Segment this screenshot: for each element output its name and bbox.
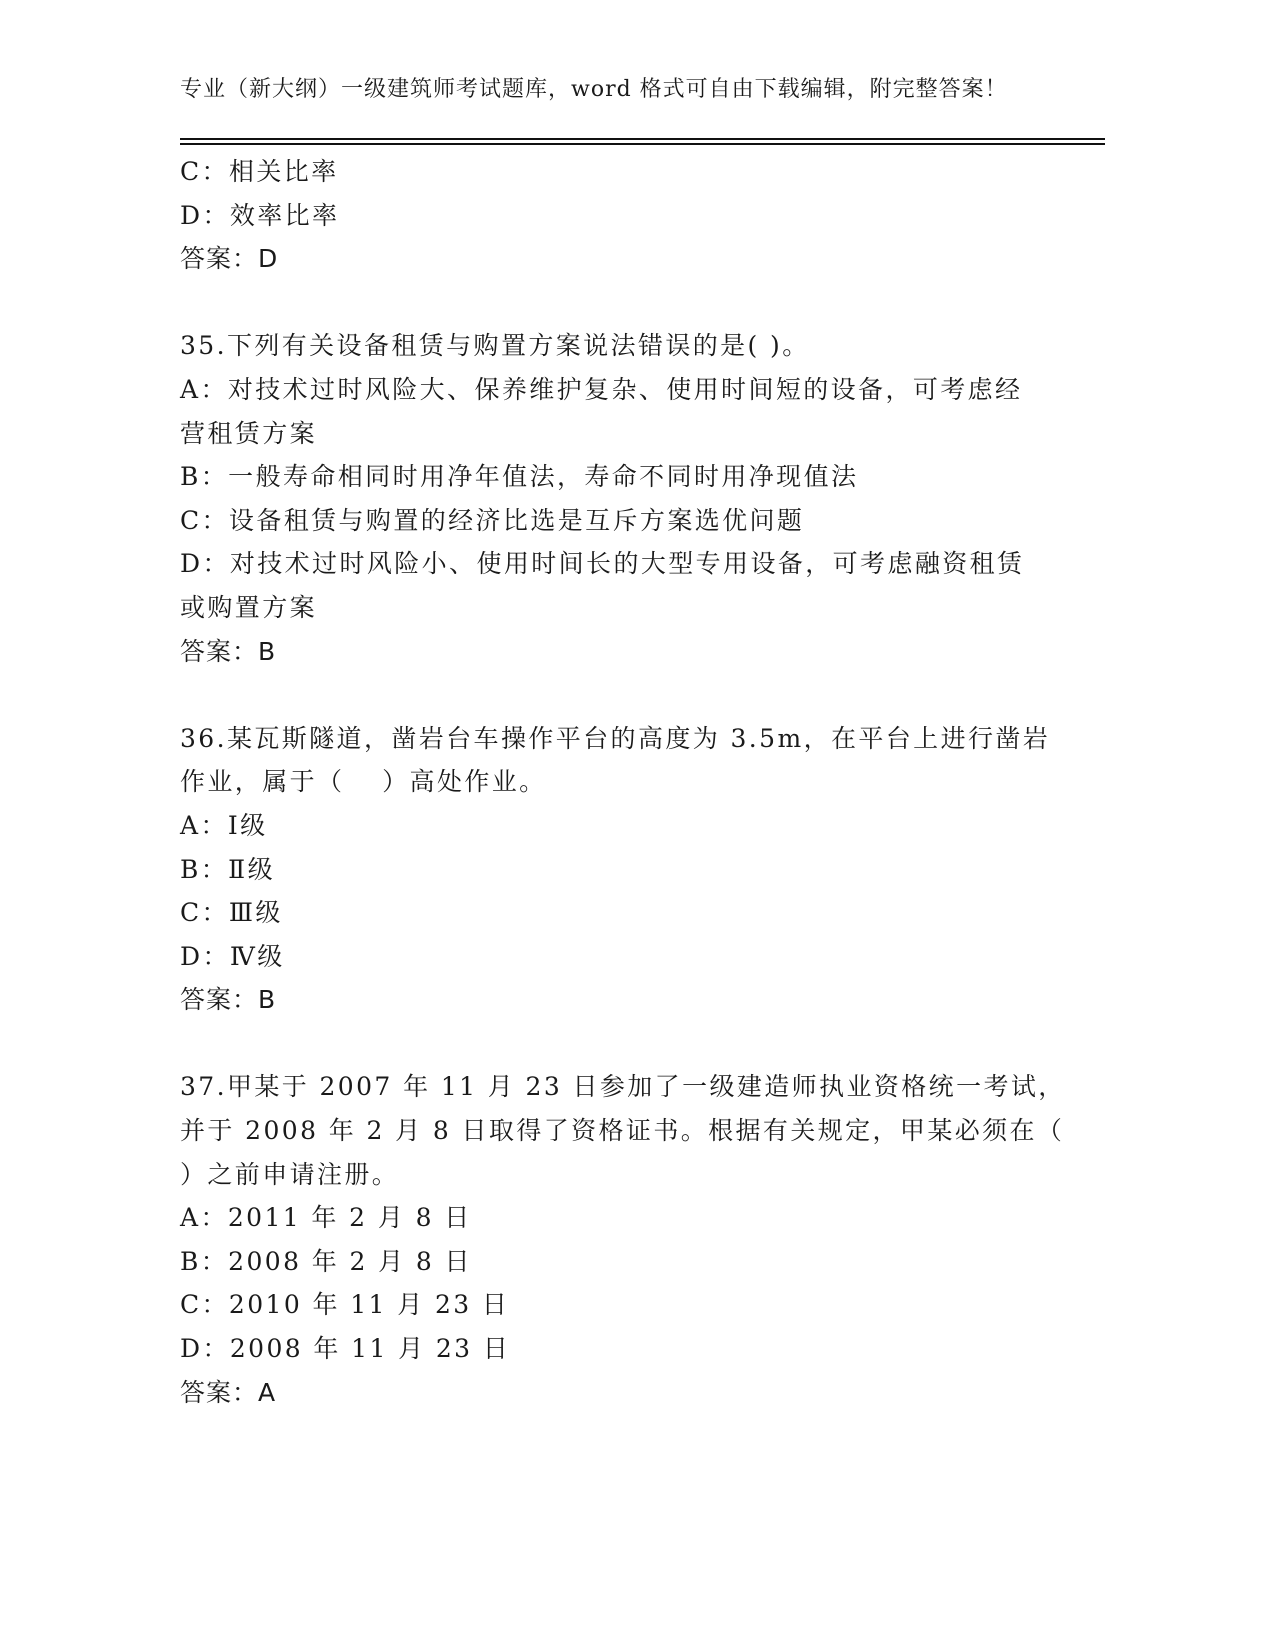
option-line: D：Ⅳ级 [180,941,285,971]
option-line: C：2010 年 11 月 23 日 [180,1290,510,1320]
option-line: B：2008 年 2 月 8 日 [180,1246,472,1276]
page-header: 专业（新大纲）一级建筑师考试题库，word 格式可自由下载编辑，附完整答案！ [180,77,1008,102]
option-line: D：2008 年 11 月 23 日 [180,1334,511,1364]
spacer [180,281,1040,325]
question-stem: 36.某瓦斯隧道，凿岩台车操作平台的高度为 3.5m，在平台上进行凿岩 [180,723,1051,753]
option-line: C：设备租赁与购置的经济比选是互斥方案选优问题 [180,505,805,535]
header-rule-bottom [180,143,1105,145]
option-line: C：Ⅲ级 [180,898,283,928]
option-line: C：相关比率 [180,157,339,186]
spacer [180,673,1040,717]
question-stem: ）之前申请注册。 [180,1159,400,1189]
answer-line: 答案：A [180,1377,277,1407]
answer-line: 答案：B [180,636,277,666]
question-stem: 37.甲某于 2007 年 11 月 23 日参加了一级建造师执业资格统一考试， [180,1072,1066,1102]
option-line: 或购置方案 [180,592,318,622]
prev-question-block [180,150,1040,281]
option-line: A：对技术过时风险大、保养维护复杂、使用时间短的设备，可考虑经 [180,374,1023,404]
answer-line: 答案：B [180,985,277,1015]
question-37 [180,1065,1066,1414]
option-line: A：Ⅰ级 [180,810,268,840]
option-line: 营租赁方案 [180,418,318,448]
question-stem: 作业，属于（ ）高处作业。 [180,767,547,797]
answer-line: 答案：D [180,244,279,274]
option-line: B：一般寿命相同时用净年值法，寿命不同时用净现值法 [180,462,859,492]
question-content [180,150,1066,1414]
spacer [180,1022,1040,1066]
option-line: B：Ⅱ级 [180,854,275,884]
option-line: D：对技术过时风险小、使用时间长的大型专用设备，可考虑融资租赁 [180,549,1025,579]
option-line: A：2011 年 2 月 8 日 [180,1203,472,1233]
question-35 [180,324,1040,673]
header-rule-top [180,138,1105,140]
question-stem: 并于 2008 年 2 月 8 日取得了资格证书。根据有关规定，甲某必须在（ [180,1116,1065,1146]
option-line: D：效率比率 [180,200,340,230]
question-36 [180,717,1051,1022]
question-stem: 35.下列有关设备租赁与购置方案说法错误的是( )。 [180,331,810,361]
